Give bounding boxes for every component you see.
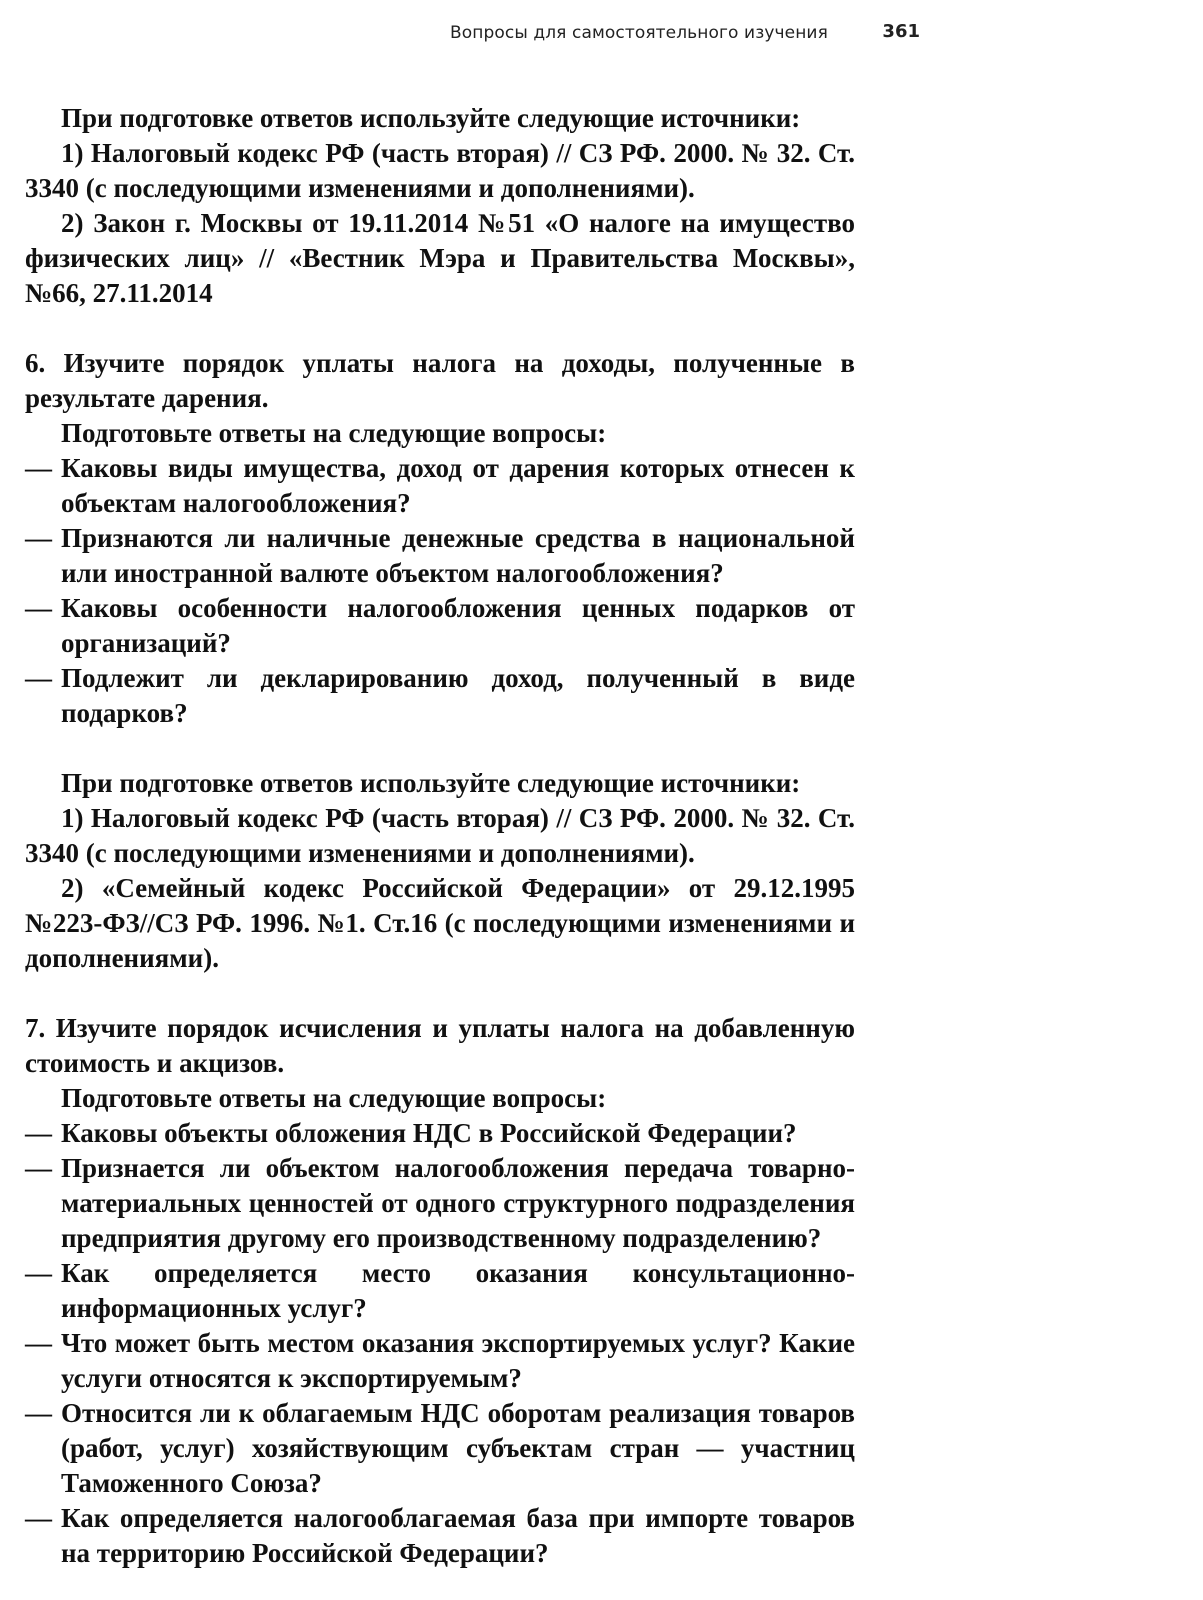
question-text: Признается ли объектом налогообложения передача товарно-материальных ценностей от одного структурного подразделения предприятия другому его производственному подразделению?: [61, 1153, 855, 1253]
question-item: [25, 1116, 855, 1151]
dash-marker: —: [25, 593, 52, 623]
running-title: Вопросы для самостоятельного изучения: [450, 23, 828, 43]
question-item: [25, 661, 855, 731]
question-item: [25, 1151, 855, 1256]
paragraph-spacer: [25, 731, 855, 766]
page-body: [25, 101, 855, 1571]
source-item: 2) Закон г. Москвы от 19.11.2014 №51 «О налоге на имущество физических лиц» // «Вестник Мэра и Правительства Москвы», №66, 27.11.2014: [25, 208, 855, 308]
question-item: [25, 1326, 855, 1396]
question-list: [25, 1116, 855, 1571]
page-number: 361: [882, 21, 920, 42]
source-item: 2) «Семейный кодекс Российской Федерации» от 29.12.1995 №223-ФЗ//СЗ РФ. 1996. №1. Ст.16 (с последующими изменениями и дополнениями).: [25, 873, 855, 973]
question-text: Что может быть местом оказания экспортируемых услуг? Какие услуги относятся к экспортируемым?: [61, 1328, 855, 1393]
questions-heading: Подготовьте ответы на следующие вопросы:: [61, 1083, 607, 1113]
question-text: Относится ли к облагаемым НДС оборотам реализация товаров (работ, услуг) хозяйствующим субъектам стран — участниц Таможенного Союза?: [61, 1398, 855, 1498]
question-item: [25, 1501, 855, 1571]
question-item: [25, 1396, 855, 1501]
question-list: [25, 451, 855, 731]
dash-marker: —: [25, 1503, 52, 1533]
task-title: 7. Изучите порядок исчисления и уплаты налога на добавленную стоимость и акцизов.: [25, 1013, 855, 1078]
task-title: 6. Изучите порядок уплаты налога на доходы, полученные в результате дарения.: [25, 348, 855, 413]
source-item: 1) Налоговый кодекс РФ (часть вторая) // СЗ РФ. 2000. № 32. Ст. 3340 (с последующими изменениями и дополнениями).: [25, 138, 855, 203]
source-item: 1) Налоговый кодекс РФ (часть вторая) // СЗ РФ. 2000. № 32. Ст. 3340 (с последующими изменениями и дополнениями).: [25, 803, 855, 868]
dash-marker: —: [25, 453, 52, 483]
question-item: [25, 1256, 855, 1326]
running-header: [430, 20, 920, 46]
question-text: Как определяется налогооблагаемая база при импорте товаров на территорию Российской Федерации?: [61, 1503, 855, 1568]
sources-heading: При подготовке ответов используйте следующие источники:: [61, 768, 801, 798]
dash-marker: —: [25, 1398, 52, 1428]
question-item: [25, 521, 855, 591]
question-item: [25, 591, 855, 661]
paragraph-spacer: [25, 976, 855, 1011]
question-text: Каковы виды имущества, доход от дарения которых отнесен к объектам налогообложения?: [61, 453, 855, 518]
sources-heading: При подготовке ответов используйте следующие источники:: [61, 103, 801, 133]
dash-marker: —: [25, 1153, 52, 1183]
dash-marker: —: [25, 1328, 52, 1358]
dash-marker: —: [25, 1118, 52, 1148]
question-text: Как определяется место оказания консультационно-информационных услуг?: [61, 1258, 855, 1323]
question-text: Подлежит ли декларированию доход, полученный в виде подарков?: [61, 663, 855, 728]
dash-marker: —: [25, 663, 52, 693]
paragraph-spacer: [25, 311, 855, 346]
questions-heading: Подготовьте ответы на следующие вопросы:: [61, 418, 607, 448]
dash-marker: —: [25, 1258, 52, 1288]
question-text: Каковы объекты обложения НДС в Российской Федерации?: [61, 1118, 797, 1148]
dash-marker: —: [25, 523, 52, 553]
question-text: Каковы особенности налогообложения ценных подарков от организаций?: [61, 593, 855, 658]
question-item: [25, 451, 855, 521]
question-text: Признаются ли наличные денежные средства в национальной или иностранной валюте объектом налогообложения?: [61, 523, 855, 588]
